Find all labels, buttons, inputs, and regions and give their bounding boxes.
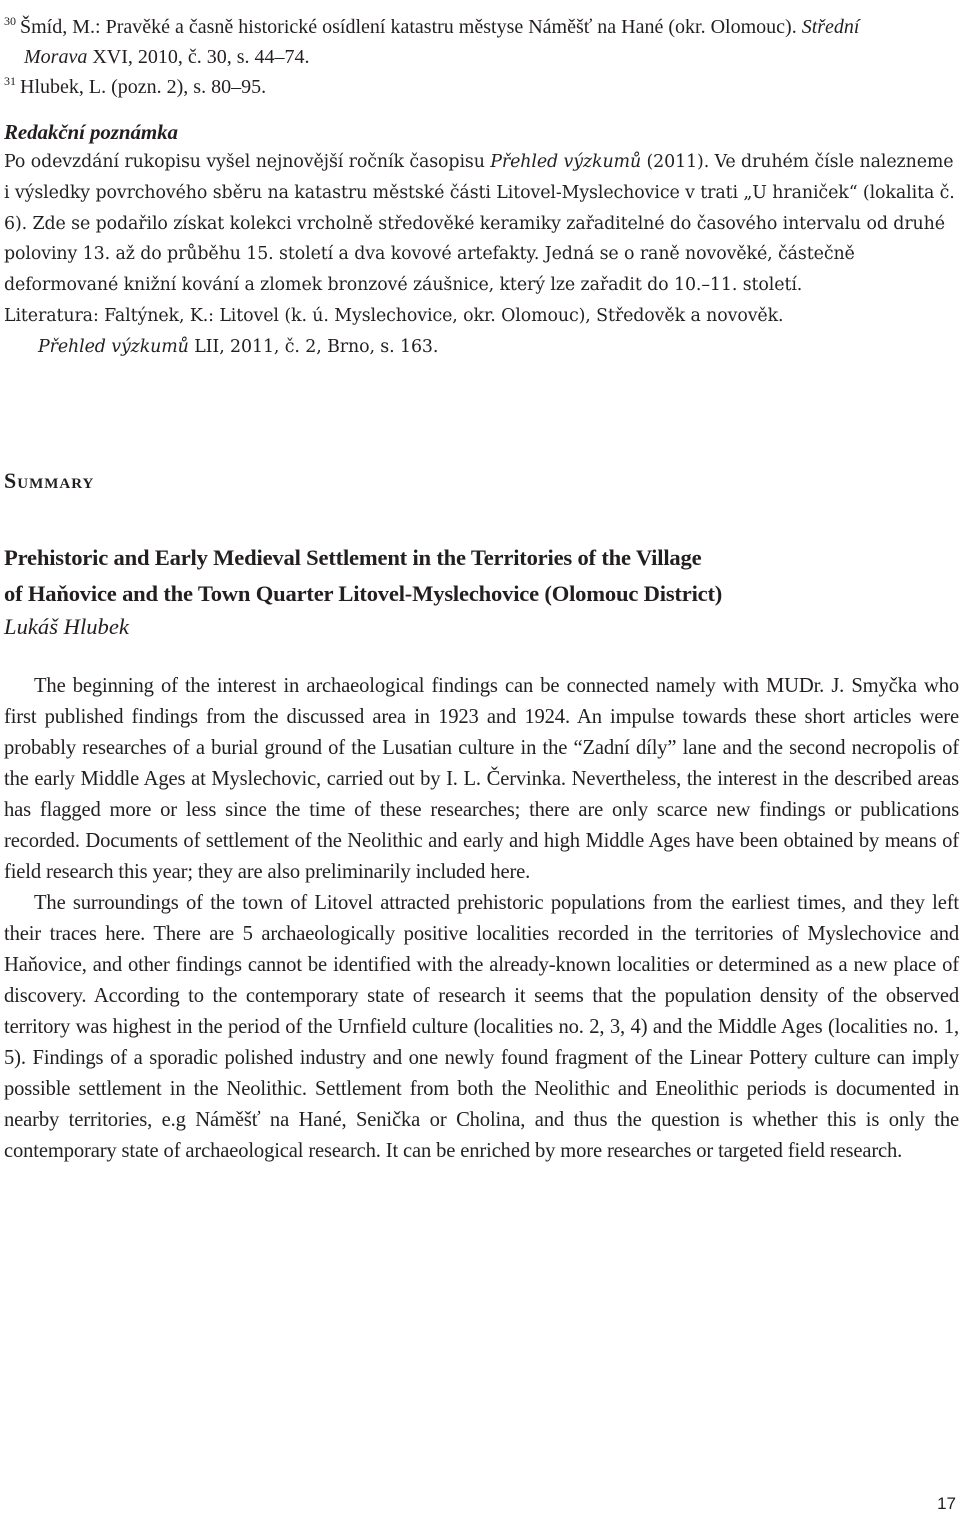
footnote-text: Šmíd, M.: Pravěké a časně historické osídlení katastru městyse Náměšť na Hané (okr. Olomouc). bbox=[20, 16, 797, 38]
footnote-citation: XVI, 2010, č. 30, s. 44–74. bbox=[92, 46, 310, 68]
literature-text: LII, 2011, č. 2, Brno, s. 163. bbox=[194, 336, 439, 357]
footnote-journal: Střední bbox=[801, 16, 860, 38]
page-number: 17 bbox=[937, 1494, 956, 1513]
footnote-number: 31 bbox=[4, 74, 16, 88]
editorial-note-heading: Redakční poznámka bbox=[4, 120, 178, 144]
footnote-31 bbox=[4, 72, 956, 102]
summary-article-header bbox=[4, 540, 959, 642]
footnote-journal-cont: Morava bbox=[24, 46, 88, 68]
editorial-note-literature bbox=[4, 301, 956, 332]
summary-paragraph: The beginning of the interest in archaeological findings can be connected namely with MUDr. J. Smyčka who first published findings from the discussed area in 1923 and 1924. An impulse towards these short articles were probably researches of a burial ground of the Lusatian culture in the “Zadní díly” lane and the second necropolis of the early Middle Ages at Myslechovic, carried out by I. L. Červinka. Nevertheless, the interest in the described areas has flagged more or less since the time of these researches; there are only scarce new findings or publications recorded. Documents of settlement of the Neolithic and early and high Middle Ages have been obtained by means of field research this year; they are also preliminarily included here. bbox=[4, 675, 959, 883]
note-text: (2011). Ve druhém čísle nalezneme i výsledky povrchového sběru na katastru městské části Litovel-Myslechovice v trati „U hraniček“ (lokalita č. 6). Zde se podařilo získat kolekci vrcholně středověké keramiky zařaditelné do časového intervalu od druhé poloviny 13. až do průběhu 15. století a dva kovové artefakty. Jedná se o raně novověké, částečně deformované knižní kování a zlomek bronzové záušnice, který lze zařadit do 10.–11. století. bbox=[4, 152, 955, 296]
note-journal: Přehled výzkumů bbox=[490, 152, 642, 172]
editorial-note-paragraph bbox=[4, 147, 956, 301]
article-author: Lukáš Hlubek bbox=[4, 614, 129, 639]
editorial-note bbox=[4, 117, 956, 363]
literature-journal: Přehled výzkumů bbox=[38, 336, 189, 357]
note-text: Po odevzdání rukopisu vyšel nejnovější ročník časopisu bbox=[4, 152, 485, 172]
summary-heading: Summary bbox=[4, 468, 95, 493]
article-title-line: of Haňovice and the Town Quarter Litovel-Myslechovice (Olomouc District) bbox=[4, 581, 723, 606]
summary-body bbox=[4, 671, 959, 1167]
literature-text: Literatura: Faltýnek, K.: Litovel (k. ú. Myslechovice, okr. Olomouc), Středověk a novověk. bbox=[4, 305, 784, 326]
editorial-note-literature-cont bbox=[4, 332, 956, 363]
article-title bbox=[4, 540, 959, 612]
footnotes bbox=[4, 12, 956, 102]
footnote-number: 30 bbox=[4, 14, 16, 28]
summary-paragraph: The surroundings of the town of Litovel attracted prehistoric populations from the earliest times, and they left their traces here. There are 5 archaeologically positive localities recorded in the territories of Myslechovice and Haňovice, and other findings cannot be identified with the already-known localities or determined as a new place of discovery. According to the contemporary state of research it seems that the population density of the observed territory was highest in the period of the Urnfield culture (localities no. 2, 3, 4) and the Middle Ages (localities no. 1, 5). Findings of a sporadic polished industry and one newly found fragment of the Linear Pottery culture can imply possible settlement in the Neolithic. Settlement from both the Neolithic and Eneolithic periods is documented in nearby territories, e.g Náměšť na Hané, Senička or Cholina, and thus the question is whether this is only the contemporary state of archaeological research. It can be enriched by more researches or targeted field research. bbox=[4, 892, 959, 1162]
footnote-text: Hlubek, L. (pozn. 2), s. 80–95. bbox=[20, 76, 267, 98]
article-title-line: Prehistoric and Early Medieval Settlement in the Territories of the Village bbox=[4, 545, 702, 570]
footnote-30 bbox=[4, 12, 956, 72]
